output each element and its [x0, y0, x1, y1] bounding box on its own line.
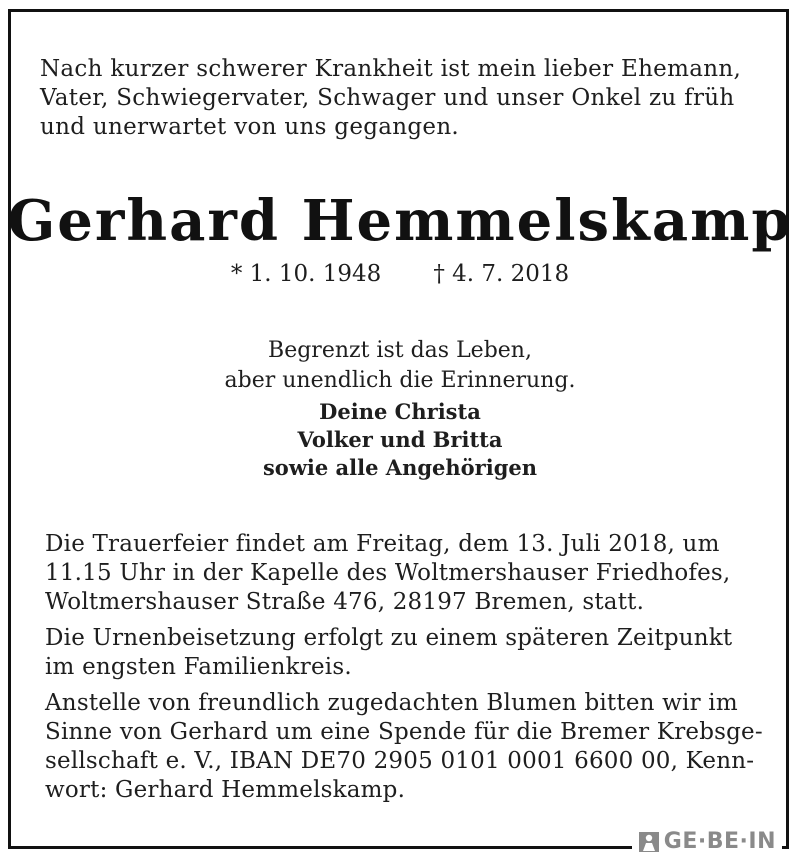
deceased-name: Gerhard Hemmelskamp [7, 188, 793, 254]
life-dates [0, 258, 800, 290]
mourner: sowie alle Angehörigen [262, 455, 538, 480]
birth-date: * 1. 10. 1948 [230, 261, 382, 287]
quote-line: aber unendlich die Erinnerung. [224, 368, 576, 393]
donation-line: Sinne von Gerhard um eine Spende für die Bremer Krebsge- [45, 719, 763, 745]
burial-paragraph [45, 624, 757, 682]
mourner: Deine Christa [319, 399, 481, 424]
burial-line: Die Urnenbeisetzung erfolgt zu einem späteren Zeitpunkt [45, 625, 733, 651]
mourner: Volker und Britta [297, 427, 503, 452]
memorial-quote [0, 336, 800, 396]
donation-line: wort: Gerhard Hemmelskamp. [45, 777, 406, 803]
funeral-line: Die Trauerfeier findet am Freitag, dem 13. Juli 2018, um [45, 531, 720, 557]
person-icon [638, 831, 660, 853]
funeral-line: Woltmershauser Straße 476, 28197 Bremen, statt. [45, 589, 645, 615]
intro-text [40, 55, 760, 142]
donation-paragraph [45, 689, 763, 805]
burial-line: im engsten Familienkreis. [45, 654, 352, 680]
mourners-list [0, 398, 800, 482]
funeral-paragraph [45, 530, 757, 617]
quote-line: Begrenzt ist das Leben, [268, 338, 532, 363]
intro-line: und unerwartet von uns gegangen. [40, 114, 460, 140]
donation-line: sellschaft e. V., IBAN DE70 2905 0101 0001 6600 00, Kenn- [45, 748, 755, 774]
logo-text: GE·BE·IN [663, 829, 776, 854]
intro-line: Nach kurzer schwerer Krankheit ist mein lieber Ehemann, [40, 56, 742, 82]
donation-line: Anstelle von freundlich zugedachten Blumen bitten wir im [45, 690, 738, 716]
intro-line: Vater, Schwiegervater, Schwager und unser Onkel zu früh [40, 85, 735, 111]
funeral-line: 11.15 Uhr in der Kapelle des Woltmershauser Friedhofes, [45, 560, 731, 586]
death-date: † 4. 7. 2018 [433, 261, 570, 287]
service-details [45, 530, 763, 812]
publisher-logo [632, 829, 782, 854]
